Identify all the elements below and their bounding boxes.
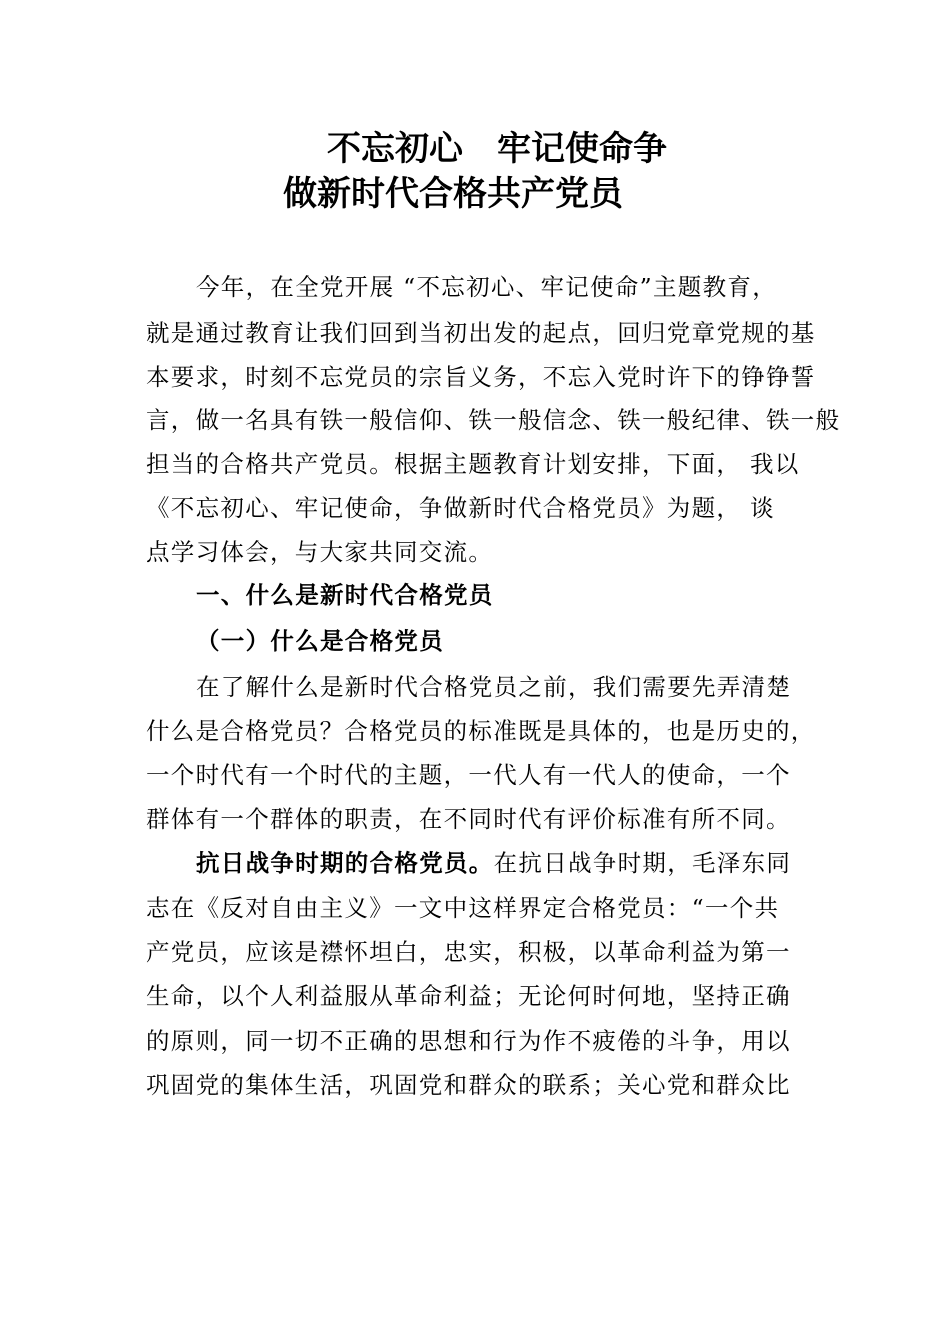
document-title-line-2: 做新时代合格共产党员 bbox=[283, 174, 623, 214]
paragraph-line: 什么是合格党员？合格党员的标准既是具体的，也是历史的， bbox=[146, 717, 816, 745]
paragraph-line: 巩固党的集体生活，巩固党和群众的联系；关心党和群众比 bbox=[146, 1071, 791, 1099]
paragraph-line: 言，做一名具有铁一般信仰、铁一般信念、铁一般纪律、铁一般 bbox=[146, 406, 841, 434]
paragraph-line: 志在《反对自由主义》一文中这样界定合格党员：“一个共 bbox=[146, 894, 780, 922]
paragraph-line: 点学习体会，与大家共同交流。 bbox=[146, 538, 494, 566]
document-title-line-1: 不忘初心 牢记使命争 bbox=[327, 129, 667, 169]
bold-lead-text: 抗日战争时期的合格党员。 bbox=[196, 849, 494, 877]
paragraph-line: 本要求，时刻不忘党员的宗旨义务，不忘入党时许下的铮铮誓 bbox=[146, 363, 816, 391]
paragraph-line: 在了解什么是新时代合格党员之前，我们需要先弄清楚 bbox=[196, 673, 792, 701]
paragraph-line: 一个时代有一个时代的主题，一代人有一代人的使命，一个 bbox=[146, 761, 791, 789]
paragraph-line: 的原则，同一切不正确的思想和行为作不疲倦的斗争，用以 bbox=[146, 1027, 791, 1055]
paragraph-line: 群体有一个群体的职责，在不同时代有评价标准有所不同。 bbox=[146, 805, 791, 833]
paragraph-line bbox=[196, 849, 886, 877]
paragraph-text: 在抗日战争时期，毛泽东同 bbox=[493, 849, 792, 877]
paragraph-line: 生命，以个人利益服从革命利益；无论何时何地，坚持正确 bbox=[146, 982, 791, 1010]
subsection-heading: （一）什么是合格党员 bbox=[196, 627, 444, 655]
section-heading: 一、什么是新时代合格党员 bbox=[196, 581, 494, 609]
paragraph-line: 就是通过教育让我们回到当初出发的起点，回归党章党规的基 bbox=[146, 319, 816, 347]
paragraph-line: 今年，在全党开展 “不忘初心、牢记使命”主题教育， bbox=[196, 273, 777, 301]
paragraph-line: 《不忘初心、牢记使命，争做新时代合格党员》为题， 谈 bbox=[146, 494, 775, 522]
paragraph-line: 产党员，应该是襟怀坦白，忠实，积极，以革命利益为第一 bbox=[146, 938, 791, 966]
paragraph-line: 担当的合格共产党员。根据主题教育计划安排，下面， 我以 bbox=[146, 450, 800, 478]
